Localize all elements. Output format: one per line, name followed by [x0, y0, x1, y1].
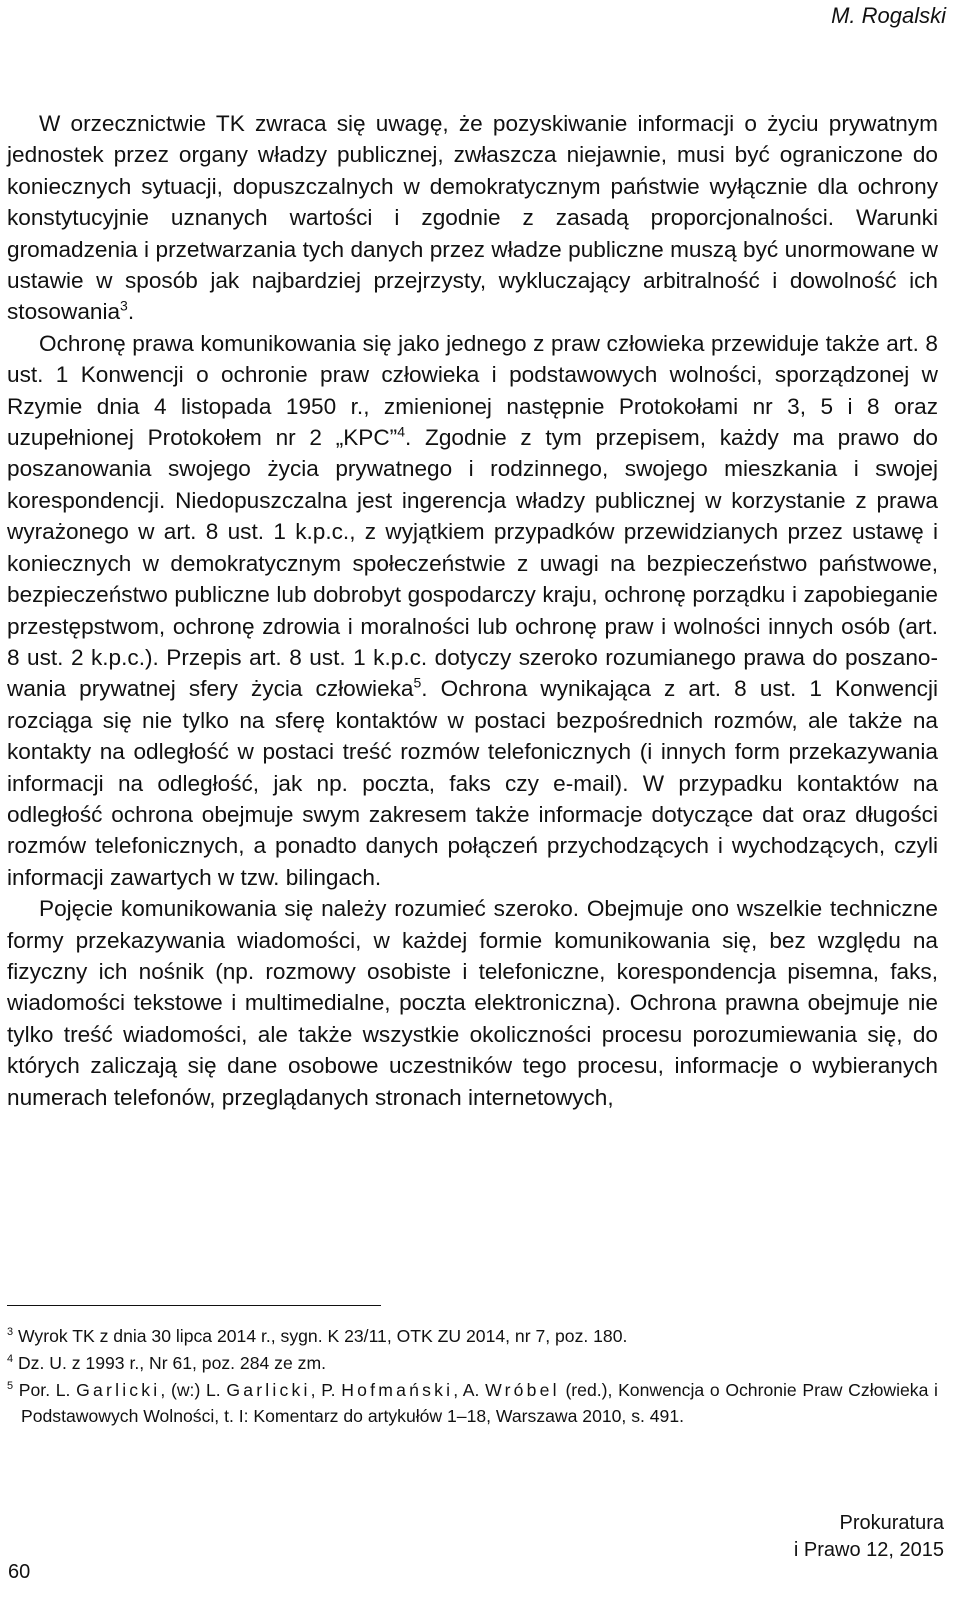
footnotes [7, 1323, 938, 1430]
footnote-4-text: Dz. U. z 1993 r., Nr 61, poz. 284 ze zm. [17, 1353, 326, 1373]
footnote-5-number: 5 [7, 1380, 14, 1393]
paragraph-1-text: W orzecznictwie TK zwraca się uwagę, że pozyskiwanie informacji o życiu prywatnym jednostek przez organy władzy publicznej, zwłaszcza niejawnie, musi być ograniczone do koniecznych sytuacji, dopuszczalnych w demokratycznym państwie wyłącznie dla ochrony konstytucyjnie uznanych wartości i zgodnie z zasadą proporcjonalności. Warunki gromadzenia i przetwarzania tych danych przez władze publiczne muszą być unormowane w ustawie w sposób jak najbardziej przejrzysty, wykluczający arbitralność i dowolność ich stosowania [7, 111, 938, 325]
paragraph-2-text-a: Ochronę prawa komunikowania się jako jednego z praw człowieka przewiduje także art. 8 ust. 1 Konwencji o ochronie praw człowieka i podstawowych wolności, sporządzonej w Rzymie dnia 4 listopada 1950 r., zmienionej następnie Protokołami nr 3, 5 i 8 oraz uzupełnionej Protokołem nr 2 „KPC” [7, 330, 938, 451]
journal-footer [794, 1510, 944, 1564]
page-number: 60 [8, 1561, 31, 1583]
footnote-5-author-1: Garlicki [76, 1380, 161, 1400]
footnote-separator [7, 1305, 381, 1306]
footnote-5-author-3: Hofmański [341, 1380, 454, 1400]
paragraph-1-end: . [127, 299, 135, 325]
footnote-ref-4[interactable]: 4 [397, 423, 406, 440]
footnote-5-pre: Por. L. [18, 1380, 77, 1400]
footnote-5-mid-2: , P. [310, 1380, 342, 1400]
paragraph-2-text-c: . Ochrona wynikająca z art. 8 ust. 1 Konwencji rozciąga się nie tylko na sferę kontaktów w postaci bezpośrednich rozmów, ale także na kontakty na odległość w postaci treść rozmów telefonicznych (i innych form przekazywania informacji na odległość, jak np. poczta, faks czy e-mail). W przypadku kontaktów na odległość ochrona obejmuje swym zakresem także informacje dotyczące dat oraz długości rozmów telefonicznych, a ponadto danych połączeń przychodzących i wychodzących, czyli informacji zawartych w tzw. bilingach. [7, 676, 938, 890]
footnote-5 [7, 1377, 938, 1429]
footnote-ref-3[interactable]: 3 [120, 297, 128, 314]
body-text [7, 108, 938, 1113]
footnote-ref-5[interactable]: 5 [413, 674, 422, 691]
paragraph-2-text-b: . Zgodnie z tym przepisem, każdy ma prawo do poszanowania swojego życia prywatnego i rodzinnego, swojego mieszkania i swojej korespondencji. Niedopuszczalna jest ingerencja władzy publicznej w korzystanie z prawa wyrażonego w art. 8 ust. 1 k.p.c., z wyjątkiem przypadków przewidzianych przez ustawę i koniecznych w demokratycznym społeczeństwie z uwagi na bezpieczeństwo państwowe, bezpieczeństwo publiczne lub dobrobyt gospodarczy kraju, ochronę porządku i zapobieganie przestępstwom, ochronę zdrowia i moralności lub ochronę praw i wolności innych osób (art. 8 ust. 2 k.p.c.). Przepis art. 8 ust. 1 k.p.c. dotyczy szeroko rozumianego prawa do poszanowania prywatnej sfery życia człowieka [7, 425, 938, 702]
footnote-4-number: 4 [7, 1353, 14, 1366]
paragraph-3-text: Pojęcie komunikowania się należy rozumieć szeroko. Obejmuje ono wszelkie techniczne formy przekazywania wiadomości, w każdej formie komunikowania się, bez względu na fizyczny ich nośnik (np. rozmowy osobiste i telefoniczne, korespondencja pisemna, faks, wiadomości tekstowe i multimedialne, poczta elektroniczna). Ochrona prawna obejmuje nie tylko treść wiadomości, ale także wszystkie okoliczności procesu porozumiewania się, do których zaliczają się dane osobowe uczestników tego procesu, informacje o wybieranych numerach telefonów, przeglądanych stronach internetowych, [7, 896, 938, 1110]
journal-title: Prokuratura [839, 1512, 944, 1534]
running-head-author: M. Rogalski [831, 3, 946, 28]
footnote-5-post: (red.), Konwencja o Ochronie Praw Człowieka i Podstawowych Wolności, t. I: Komentarz do artykułów 1–18, Warszawa 2010, s. 491. [21, 1380, 938, 1426]
footnote-5-mid-3: , A. [453, 1380, 486, 1400]
footnote-5-author-2: Garlicki [226, 1380, 311, 1400]
footnote-5-author-4: Wróbel [485, 1380, 560, 1400]
paragraph-1 [7, 108, 938, 328]
footnote-5-mid-1: , (w:) L. [160, 1380, 227, 1400]
journal-issue: i Prawo 12, 2015 [793, 1539, 944, 1561]
footnote-3-number: 3 [7, 1326, 14, 1339]
paragraph-3 [7, 893, 938, 1113]
footnote-3 [7, 1323, 938, 1349]
paragraph-2 [7, 328, 938, 893]
footnote-4 [7, 1350, 938, 1376]
footnote-3-text: Wyrok TK z dnia 30 lipca 2014 r., sygn. K 23/11, OTK ZU 2014, nr 7, poz. 180. [17, 1326, 628, 1346]
